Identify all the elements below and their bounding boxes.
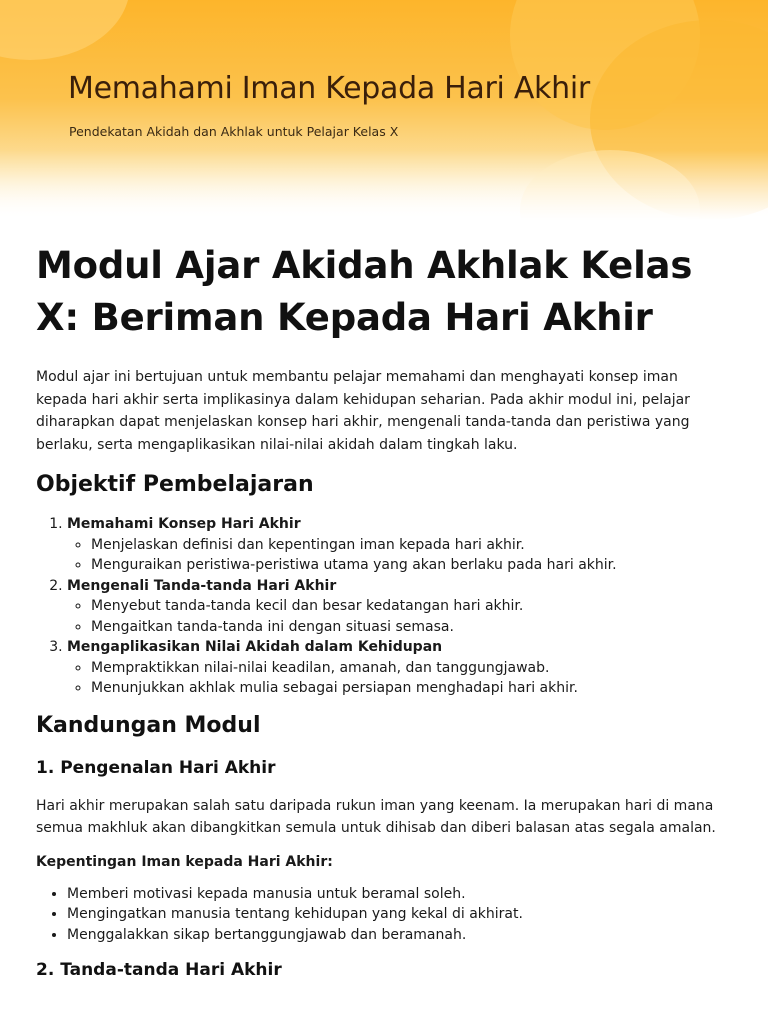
section-heading: 2. Tanda-tanda Hari Akhir xyxy=(36,960,282,980)
list-item: • Memberi motivasi kepada manusia untuk beramal soleh. xyxy=(67,884,732,905)
banner-title: Memahami Iman Kepada Hari Akhir xyxy=(68,71,590,106)
list-item: ◦ Menyebut tanda-tanda kecil dan besar kedatangan hari akhir. xyxy=(91,596,732,617)
list-item: ◦ Mengaitkan tanda-tanda ini dengan situasi semasa. xyxy=(91,617,732,638)
banner-subtitle: Pendekatan Akidah dan Akhlak untuk Pelajar Kelas X xyxy=(69,124,399,139)
document-body xyxy=(36,240,732,983)
objective-item xyxy=(67,576,732,638)
banner-fade xyxy=(0,150,768,220)
objective-title: Mengaplikasikan Nilai Akidah dalam Kehidupan xyxy=(67,639,443,655)
list-item: • Menggalakkan sikap bertanggungjawab dan beramanah. xyxy=(67,925,732,946)
importance-label: Kepentingan Iman kepada Hari Akhir: xyxy=(36,853,333,870)
list-item: ◦ Menguraikan peristiwa-peristiwa utama yang akan berlaku pada hari akhir. xyxy=(91,555,732,576)
section-paragraph: Hari akhir merupakan salah satu daripada rukun iman yang keenam. Ia merupakan hari di mana semua makhluk akan dibangkitkan semula untuk dihisab dan diberi balasan atas segala amalan. xyxy=(36,797,716,836)
content-heading: Kandungan Modul xyxy=(36,712,261,738)
objective-title: Memahami Konsep Hari Akhir xyxy=(67,516,301,532)
importance-list xyxy=(36,884,732,946)
objectives-list xyxy=(36,514,732,699)
decorative-blob xyxy=(0,0,130,60)
document-title: Modul Ajar Akidah Akhlak Kelas X: Beriman Kepada Hari Akhir xyxy=(36,244,693,339)
list-item: ◦ Menjelaskan definisi dan kepentingan iman kepada hari akhir. xyxy=(91,535,732,556)
header-banner xyxy=(0,0,768,220)
list-item: ◦ Menunjukkan akhlak mulia sebagai persiapan menghadapi hari akhir. xyxy=(91,678,732,699)
objective-sublist xyxy=(67,658,732,699)
list-item: • Mengingatkan manusia tentang kehidupan yang kekal di akhirat. xyxy=(67,904,732,925)
objective-item xyxy=(67,514,732,576)
objectives-heading: Objektif Pembelajaran xyxy=(36,472,314,497)
intro-paragraph: Modul ajar ini bertujuan untuk membantu pelajar memahami dan menghayati konsep iman kepada hari akhir serta implikasinya dalam kehidupan seharian. Pada akhir modul ini, pelajar diharapkan dapat menjelaskan konsep hari akhir, mengenali tanda-tanda dan peristiwa yang berlaku, serta mengaplikasikan nilai-nilai akidah dalam tingkah laku. xyxy=(36,369,690,453)
objective-sublist xyxy=(67,535,732,576)
list-item: ◦ Mempraktikkan nilai-nilai keadilan, amanah, dan tanggungjawab. xyxy=(91,658,732,679)
objective-title: Mengenali Tanda-tanda Hari Akhir xyxy=(67,577,337,594)
objective-sublist xyxy=(67,596,732,637)
objective-item xyxy=(67,637,732,699)
section-heading: 1. Pengenalan Hari Akhir xyxy=(36,757,276,778)
